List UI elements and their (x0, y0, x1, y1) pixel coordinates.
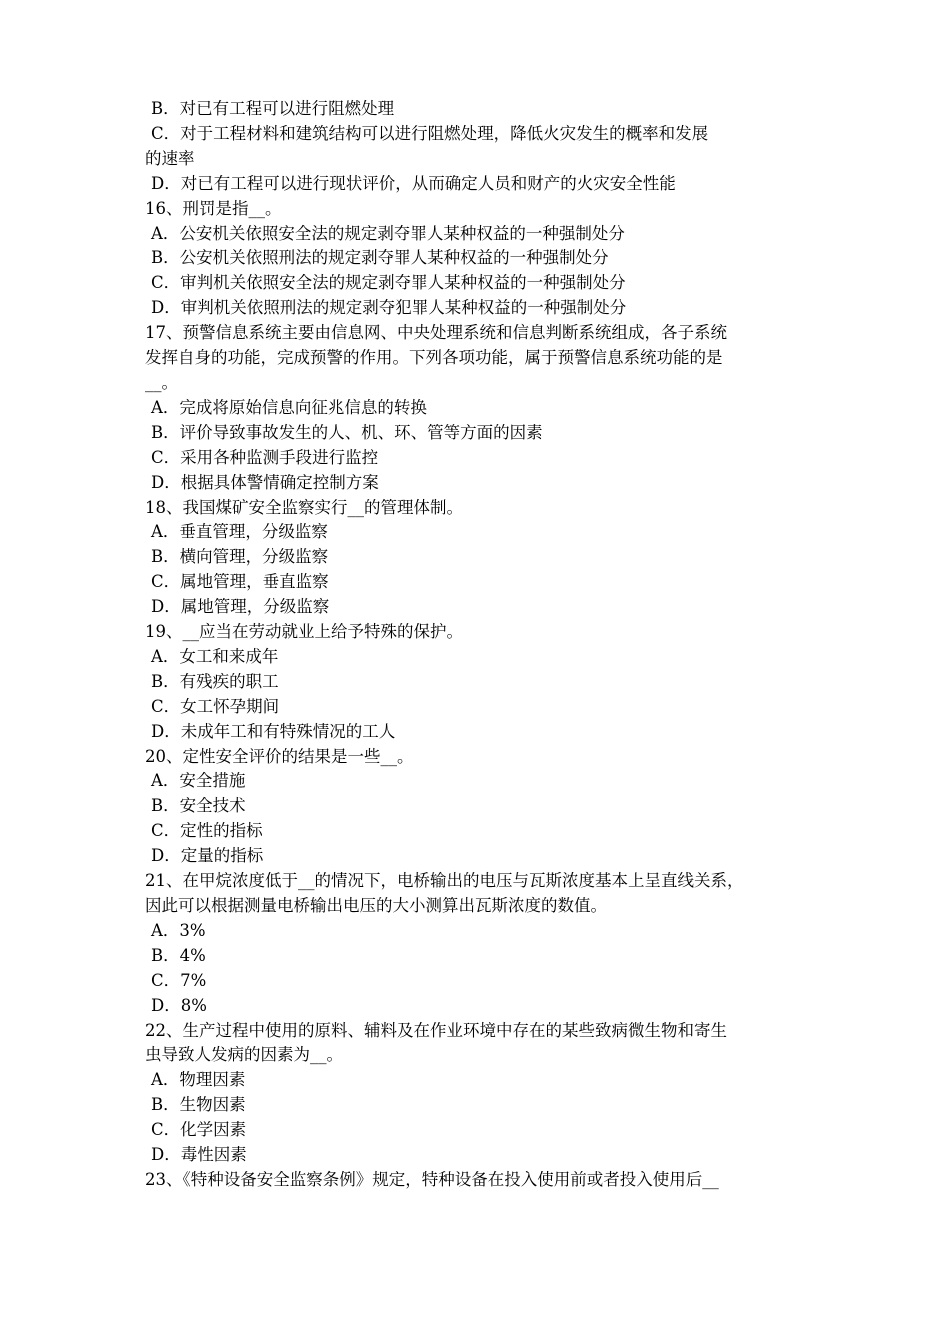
answer-option: A．3% (151, 920, 206, 940)
answer-option: B．评价导致事故发生的人、机、环、管等方面的因素 (151, 422, 543, 442)
answer-option: C．定性的指标 (151, 821, 263, 841)
answer-option: C．化学因素 (151, 1120, 247, 1140)
answer-option: D．根据具体警情确定控制方案 (151, 472, 379, 492)
question-text-line: 21、在甲烷浓度低于__的情况下，电桥输出的电压与瓦斯浓度基本上呈直线关系， (145, 871, 744, 891)
question-text-line: 虫导致人发病的因素为__。 (145, 1045, 343, 1065)
answer-option: D．未成年工和有特殊情况的工人 (151, 721, 396, 741)
answer-option: A．女工和来成年 (151, 646, 279, 666)
question-text-line: 16、刑罚是指__。 (145, 198, 282, 218)
answer-option: A．垂直管理，分级监察 (151, 522, 328, 542)
answer-option: C．采用各种监测手段进行监控 (151, 447, 379, 467)
question-text-line: 20、定性安全评价的结果是一些__。 (145, 746, 414, 766)
answer-option: B．安全技术 (151, 796, 246, 816)
question-text-line: 23、《特种设备安全监察条例》规定，特种设备在投入使用前或者投入使用后__ (145, 1169, 719, 1189)
answer-option: C．对于工程材料和建筑结构可以进行阻燃处理，降低火灾发生的概率和发展 (151, 123, 709, 143)
answer-option: B．4% (151, 945, 206, 965)
question-text-line: __。 (145, 372, 178, 392)
answer-option: C．属地管理，垂直监察 (151, 572, 329, 592)
answer-option: C．审判机关依照安全法的规定剥夺罪人某种权益的一种强制处分 (151, 273, 626, 293)
answer-option: A．公安机关依照安全法的规定剥夺罪人某种权益的一种强制处分 (151, 223, 625, 243)
answer-option: B．有残疾的职工 (151, 671, 279, 691)
answer-option: B．生物因素 (151, 1095, 246, 1115)
answer-option: D．定量的指标 (151, 846, 264, 866)
answer-option: D．审判机关依照刑法的规定剥夺犯罪人某种权益的一种强制处分 (151, 298, 627, 318)
question-text-line: 因此可以根据测量电桥输出电压的大小测算出瓦斯浓度的数值。 (145, 896, 607, 915)
answer-option: A．完成将原始信息向征兆信息的转换 (151, 397, 427, 417)
question-text-line: 18、我国煤矿安全监察实行__的管理体制。 (145, 497, 463, 517)
question-text-line: 的速率 (145, 148, 195, 168)
answer-option: D．毒性因素 (151, 1145, 247, 1165)
question-text-line: 19、__应当在劳动就业上给予特殊的保护。 (145, 622, 463, 642)
answer-option: C．女工怀孕期间 (151, 696, 280, 716)
answer-option: A．物理因素 (151, 1070, 246, 1090)
answer-option: C．7% (151, 970, 207, 990)
answer-option: B．横向管理，分级监察 (151, 547, 329, 567)
answer-option: D．8% (151, 995, 207, 1015)
answer-option: B．公安机关依照刑法的规定剥夺罪人某种权益的一种强制处分 (151, 248, 609, 268)
answer-option: D．属地管理，分级监察 (151, 597, 330, 617)
answer-option: B．对已有工程可以进行阻燃处理 (151, 99, 395, 118)
question-text-line: 22、生产过程中使用的原料、辅料及在作业环境中存在的某些致病微生物和寄生 (145, 1020, 727, 1040)
question-text-line: 发挥自身的功能，完成预警的作用。下列各项功能，属于预警信息系统功能的是 (145, 348, 723, 368)
document-page (145, 97, 810, 1193)
answer-option: A．安全措施 (151, 771, 246, 791)
answer-option: D．对已有工程可以进行现状评价，从而确定人员和财产的火灾安全性能 (151, 173, 676, 193)
question-text-line: 17、预警信息系统主要由信息网、中央处理系统和信息判断系统组成，各子系统 (145, 323, 727, 343)
